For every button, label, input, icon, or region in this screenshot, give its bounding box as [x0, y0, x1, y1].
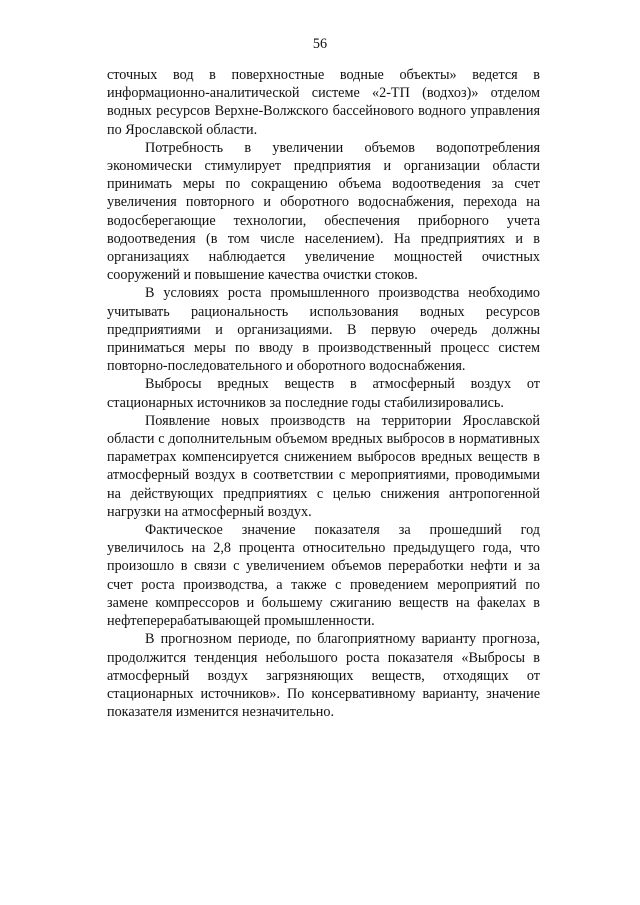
- paragraph-continuation: сточных вод в поверхностные водные объекты» ведется в информационно-аналитической системе «2-ТП (водхоз)» отделом водных ресурсов Верхне-Волжского бассейнового водного управления по Ярославской области.: [107, 67, 540, 138]
- paragraph-water-consumption: Потребность в увеличении объемов водопотребления экономически стимулирует предприятия и организации области принимать меры по сокращению объема водоотведения за счет увеличения повторного и оборотного водоснабжения, перехода на водосберегающие технологии, обеспечения приборного учета водоотведения (в том числе населением). На предприятиях и в организациях наблюдается увеличение мощностей очистных сооружений и повышение качества очистки стоков.: [107, 139, 540, 284]
- body-text: [107, 66, 540, 721]
- paragraph-industrial-growth: В условиях роста промышленного производства необходимо учитывать рациональность использования водных ресурсов предприятиями и организациями. В первую очередь должны приниматься меры по вводу в производственный процесс систем повторно-последовательного и оборотного водоснабжения.: [107, 285, 540, 375]
- page-number: 56: [312, 36, 328, 52]
- paragraph-actual-value: Фактическое значение показателя за прошедший год увеличилось на 2,8 процента относительно предыдущего года, что произошло в связи с увеличением объемов переработки нефти и за счет роста производства, а также с проведением мероприятий по замене компрессоров и большему сжиганию веществ на факелах в нефтеперерабатывающей промышленности.: [107, 522, 540, 630]
- paragraph-emissions-stabilized: Выбросы вредных веществ в атмосферный воздух от стационарных источников за последние годы стабилизировались.: [107, 376, 540, 411]
- paragraph-new-production: Появление новых производств на территории Ярославской области с дополнительным объемом вредных выбросов в нормативных параметрах компенсируется снижением выбросов вредных веществ в атмосферный воздух в соответствии с мероприятиями, проводимыми на действующих предприятиях с целью снижения антропогенной нагрузки на атмосферный воздух.: [107, 412, 540, 520]
- paragraph-forecast: В прогнозном периоде, по благоприятному варианту прогноза, продолжится тенденция небольшого роста показателя «Выбросы в атмосферный воздух загрязняющих веществ, отходящих от стационарных источников». По консервативному варианту, значение показателя изменится незначительно.: [107, 631, 540, 721]
